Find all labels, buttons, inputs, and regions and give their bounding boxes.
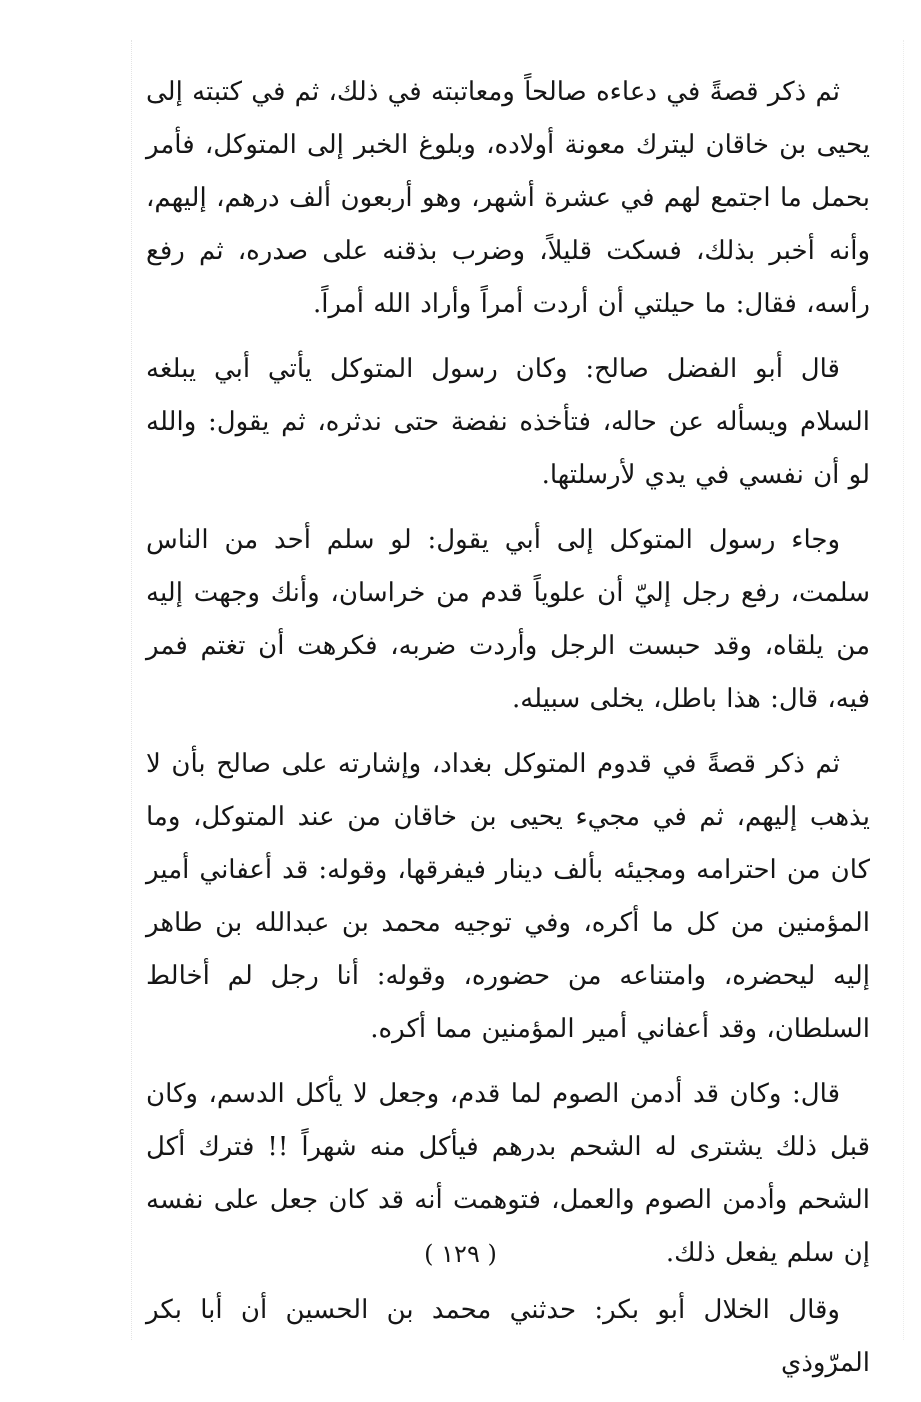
paragraph: قال أبو الفضل صالح: وكان رسول المتوكل يأتي أبي يبلغه السلام ويسأله عن حاله، فتأخذه نفضة حتى ندثره، ثم يقول: والله لو أن نفسي في يدي لأرسلتها. [146,354,870,490]
page-number: ( ١٢٩ ) [424,1240,497,1268]
paragraph: ثم ذكر قصةً في دعاءه صالحاً ومعاتبته في ذلك، ثم في كتبته إلى يحيى بن خاقان ليترك معونة أولاده، وبلوغ الخبر إلى المتوكل، فأمر بحمل ما اجتمع لهم في عشرة أشهر، وهو أربعون ألف درهم، إليهم، وأنه أخبر بذلك، فسكت قليلاً، وضرب بذقنه على صدره، ثم رفع رأسه، فقال: ما حيلتي أن أردت أمراً وأراد الله أمراً. [146,77,870,319]
scan-margin-line [131,40,132,1340]
scan-margin-line [903,40,904,1340]
paragraph: ثم ذكر قصةً في قدوم المتوكل بغداد، وإشارته على صالح بأن لا يذهب إليهم، ثم في مجيء يحيى بن خاقان من عند المتوكل، وما كان من احترامه ومجيئه بألف دينار فيفرقها، وقوله: قد أعفاني أمير المؤمنين من كل ما أكره، وفي توجيه محمد بن عبدالله بن طاهر إليه ليحضره، وامتناعه من حضوره، وقوله: أنا رجل لم أخالط السلطان، وقد أعفاني أمير المؤمنين مما أكره. [146,749,871,1044]
paragraph: وجاء رسول المتوكل إلى أبي يقول: لو سلم أحد من الناس سلمت، رفع رجل إليّ أن علوياً قدم من خراسان، وأنك وجهت إليه من يلقاه، وقد حبست الرجل وأردت ضربه، فكرهت أن تغتم فمر فيه، قال: هذا باطل، يخلى سبيله. [146,525,870,714]
body-text [146,66,870,1402]
paragraph: قال: وكان قد أدمن الصوم لما قدم، وجعل لا يأكل الدسم، وكان قبل ذلك يشترى له الشحم بدرهم فيأكل منه شهراً !! فترك أكل الشحم وأدمن الصوم والعمل، فتوهمت أنه قد كان جعل على نفسه إن سلم يفعل ذلك. [146,1079,870,1268]
paragraph: وقال الخلال أبو بكر: حدثني محمد بن الحسين أن أبا بكر المرّوذي [146,1295,870,1378]
